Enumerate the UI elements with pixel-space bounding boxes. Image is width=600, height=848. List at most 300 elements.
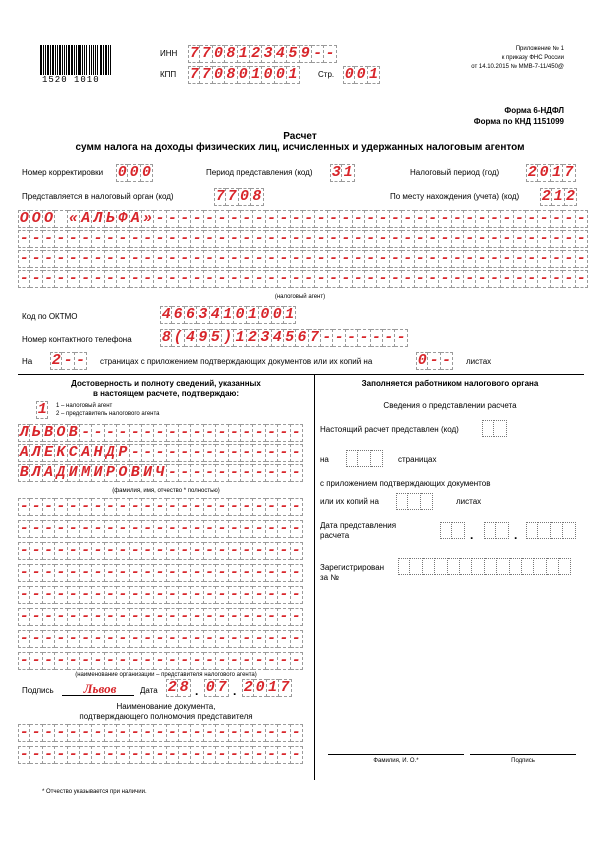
cell[interactable]: - (291, 652, 303, 670)
cell[interactable]: - (68, 724, 80, 742)
cell[interactable]: - (377, 270, 389, 288)
empty-cell[interactable] (497, 558, 509, 575)
cell[interactable]: - (191, 444, 203, 462)
cell[interactable]: - (43, 250, 55, 268)
cell[interactable]: - (439, 250, 451, 268)
cell[interactable]: 4 (210, 306, 222, 324)
empty-cell[interactable] (538, 522, 550, 539)
cell[interactable]: - (167, 210, 179, 228)
submitted-code-cells[interactable] (482, 420, 507, 437)
cell[interactable]: - (167, 542, 179, 560)
cell[interactable]: - (117, 724, 129, 742)
cell[interactable]: - (30, 498, 42, 516)
empty-cell[interactable] (423, 558, 435, 575)
cell[interactable]: - (266, 542, 278, 560)
cell[interactable]: - (30, 270, 42, 288)
cell[interactable]: 1 (368, 66, 380, 84)
org-row-1[interactable] (18, 498, 303, 516)
empty-cell[interactable] (408, 493, 420, 510)
empty-cell[interactable] (534, 558, 546, 575)
cell[interactable]: - (80, 542, 92, 560)
cell[interactable]: - (179, 498, 191, 516)
cell[interactable]: - (476, 230, 488, 248)
cell[interactable]: - (229, 608, 241, 626)
cell[interactable]: - (92, 652, 104, 670)
cell[interactable]: - (353, 230, 365, 248)
org-row-7[interactable] (18, 630, 303, 648)
cell[interactable]: - (266, 230, 278, 248)
cell[interactable]: - (266, 652, 278, 670)
cell[interactable]: - (55, 250, 67, 268)
cell[interactable]: 0 (344, 66, 354, 83)
cell[interactable]: - (19, 564, 29, 581)
cell[interactable]: - (291, 498, 303, 516)
cell[interactable]: И (68, 464, 80, 482)
agent-row-2[interactable] (18, 230, 588, 248)
cell[interactable]: - (439, 270, 451, 288)
cell[interactable]: - (105, 424, 117, 442)
empty-cell[interactable] (559, 558, 571, 575)
cell[interactable]: - (55, 230, 67, 248)
cell[interactable]: - (191, 630, 203, 648)
cell[interactable]: - (80, 270, 92, 288)
cell[interactable]: - (328, 250, 340, 268)
cell[interactable]: - (55, 520, 67, 538)
cell[interactable]: 0 (239, 188, 251, 206)
empty-cell[interactable] (371, 450, 383, 467)
cell[interactable]: - (117, 564, 129, 582)
cell[interactable]: - (278, 250, 290, 268)
empty-cell[interactable] (346, 450, 358, 467)
cell[interactable]: - (191, 230, 203, 248)
cell[interactable]: - (191, 652, 203, 670)
cell[interactable]: - (19, 520, 29, 537)
cell[interactable]: - (395, 329, 407, 347)
cell[interactable]: - (439, 230, 451, 248)
cell[interactable]: 0 (254, 679, 266, 697)
cell[interactable]: О (19, 210, 29, 227)
cell[interactable]: - (340, 210, 352, 228)
cell[interactable]: - (43, 724, 55, 742)
cell[interactable]: - (278, 746, 290, 764)
cell[interactable]: - (501, 250, 513, 268)
cell[interactable]: - (55, 652, 67, 670)
cell[interactable]: - (291, 542, 303, 560)
cell[interactable]: - (167, 464, 179, 482)
cell[interactable]: - (105, 270, 117, 288)
cell[interactable]: - (92, 498, 104, 516)
cell[interactable]: - (253, 586, 265, 604)
cell[interactable]: - (427, 230, 439, 248)
cell[interactable]: - (154, 586, 166, 604)
cell[interactable]: - (179, 652, 191, 670)
cell[interactable]: - (353, 250, 365, 268)
submission-month-cells[interactable] (484, 522, 509, 539)
cell[interactable]: - (315, 250, 327, 268)
cell[interactable]: - (526, 270, 538, 288)
cell[interactable]: - (130, 424, 142, 442)
cell[interactable]: - (291, 270, 303, 288)
cell[interactable]: - (253, 520, 265, 538)
cell[interactable]: - (191, 564, 203, 582)
cell[interactable]: - (358, 329, 370, 347)
cell[interactable]: 0 (262, 66, 274, 84)
cell[interactable]: - (229, 652, 241, 670)
cell[interactable]: - (229, 746, 241, 764)
cell[interactable]: - (130, 230, 142, 248)
cell[interactable]: - (55, 270, 67, 288)
cell[interactable]: - (266, 586, 278, 604)
cell[interactable]: - (365, 250, 377, 268)
cell[interactable]: - (216, 564, 228, 582)
cell[interactable]: - (80, 652, 92, 670)
cell[interactable]: - (179, 724, 191, 742)
cell[interactable]: 1 (342, 164, 354, 182)
cell[interactable]: - (253, 424, 265, 442)
cell[interactable]: - (501, 230, 513, 248)
cell[interactable]: 1 (552, 188, 564, 206)
cell[interactable]: - (92, 608, 104, 626)
cell[interactable]: - (154, 270, 166, 288)
cell[interactable]: - (117, 652, 129, 670)
cell[interactable]: - (167, 230, 179, 248)
org-row-6[interactable] (18, 608, 303, 626)
cell[interactable]: - (266, 724, 278, 742)
cell[interactable]: - (324, 45, 336, 63)
cell[interactable]: - (303, 270, 315, 288)
cell[interactable]: - (278, 564, 290, 582)
empty-cell[interactable] (435, 558, 447, 575)
cell[interactable]: - (167, 724, 179, 742)
cell[interactable]: - (142, 520, 154, 538)
cell[interactable]: Л (30, 444, 42, 462)
cell[interactable]: - (30, 250, 42, 268)
period-cells[interactable] (330, 164, 355, 182)
cell[interactable]: - (229, 520, 241, 538)
cell[interactable]: - (154, 444, 166, 462)
cell[interactable]: - (19, 724, 29, 741)
cell[interactable]: А (80, 444, 92, 462)
cell[interactable]: 8 (225, 45, 237, 63)
cell[interactable]: - (191, 520, 203, 538)
cell[interactable]: - (179, 230, 191, 248)
cell[interactable]: 0 (128, 164, 140, 182)
cell[interactable]: - (92, 586, 104, 604)
cell[interactable]: - (576, 270, 588, 288)
cell[interactable]: - (229, 424, 241, 442)
cell[interactable]: - (105, 542, 117, 560)
cell[interactable]: - (154, 250, 166, 268)
cell[interactable]: - (229, 250, 241, 268)
cell[interactable]: - (253, 498, 265, 516)
cell[interactable]: - (19, 746, 29, 763)
cell[interactable]: - (167, 586, 179, 604)
cell[interactable]: - (216, 586, 228, 604)
cell[interactable]: - (154, 608, 166, 626)
cell[interactable]: - (278, 630, 290, 648)
cell[interactable]: - (130, 586, 142, 604)
cell[interactable]: - (266, 608, 278, 626)
cell[interactable]: 2 (247, 329, 259, 347)
cell[interactable]: - (191, 746, 203, 764)
cell[interactable]: - (266, 250, 278, 268)
cell[interactable]: 1 (551, 164, 563, 182)
cell[interactable]: - (43, 230, 55, 248)
cell[interactable]: - (489, 250, 501, 268)
cell[interactable]: - (30, 630, 42, 648)
cell[interactable]: - (402, 250, 414, 268)
cell[interactable]: - (253, 444, 265, 462)
cell[interactable]: - (167, 608, 179, 626)
cell[interactable]: 5 (287, 45, 299, 63)
cell[interactable]: Ь (105, 210, 117, 228)
cell[interactable]: - (563, 250, 575, 268)
cell[interactable]: В (68, 424, 80, 442)
cell[interactable]: - (179, 542, 191, 560)
cell[interactable]: 1 (247, 306, 259, 324)
cell[interactable]: - (154, 542, 166, 560)
location-cells[interactable] (540, 188, 577, 206)
cell[interactable]: 0 (205, 679, 215, 696)
cell[interactable]: - (204, 724, 216, 742)
cell[interactable]: - (179, 444, 191, 462)
cell[interactable]: - (43, 652, 55, 670)
cell[interactable]: - (154, 746, 166, 764)
cell[interactable]: - (19, 608, 29, 625)
cell[interactable]: - (80, 498, 92, 516)
cell[interactable]: - (241, 746, 253, 764)
cell[interactable]: - (340, 250, 352, 268)
cell[interactable]: В (43, 424, 55, 442)
cell[interactable]: 7 (309, 329, 321, 347)
cell[interactable]: - (105, 630, 117, 648)
cell[interactable]: - (377, 210, 389, 228)
cell[interactable]: А (19, 444, 29, 461)
cell[interactable]: - (142, 652, 154, 670)
cell[interactable]: - (576, 230, 588, 248)
cell[interactable]: - (253, 270, 265, 288)
cell[interactable]: - (117, 424, 129, 442)
cell[interactable]: - (19, 652, 29, 669)
cell[interactable]: - (241, 542, 253, 560)
cell[interactable]: - (241, 444, 253, 462)
cell[interactable]: - (55, 586, 67, 604)
cell[interactable]: - (328, 210, 340, 228)
cell[interactable]: Ь (30, 424, 42, 442)
cell[interactable]: - (278, 210, 290, 228)
cell[interactable]: 4 (275, 45, 287, 63)
cell[interactable]: - (191, 724, 203, 742)
cell[interactable]: - (415, 250, 427, 268)
cell[interactable]: - (340, 270, 352, 288)
org-row-4[interactable] (18, 564, 303, 582)
cell[interactable]: Н (92, 444, 104, 462)
cell[interactable]: - (19, 498, 29, 515)
cell[interactable]: - (278, 444, 290, 462)
cell[interactable]: - (204, 464, 216, 482)
cell[interactable]: - (229, 586, 241, 604)
cell[interactable]: - (117, 608, 129, 626)
cell[interactable]: - (130, 498, 142, 516)
cell[interactable]: - (266, 464, 278, 482)
page-cells[interactable] (343, 66, 380, 84)
empty-cell[interactable] (452, 522, 464, 539)
cell[interactable]: - (253, 210, 265, 228)
cell[interactable]: - (390, 210, 402, 228)
cell[interactable]: Ч (154, 464, 166, 482)
cell[interactable]: 3 (262, 45, 274, 63)
cell[interactable]: М (80, 464, 92, 482)
cell[interactable]: 2 (167, 679, 177, 696)
cell[interactable]: - (55, 564, 67, 582)
cell[interactable]: - (253, 564, 265, 582)
cell[interactable]: - (415, 270, 427, 288)
cell[interactable]: - (241, 520, 253, 538)
cell[interactable]: - (43, 746, 55, 764)
cell[interactable]: - (291, 630, 303, 648)
oktmo-cells[interactable] (160, 306, 296, 324)
cell[interactable]: - (142, 444, 154, 462)
cell[interactable]: - (80, 608, 92, 626)
cell[interactable]: 7 (279, 679, 291, 697)
cell[interactable]: - (229, 564, 241, 582)
cell[interactable]: 6 (185, 306, 197, 324)
agent-row-4[interactable] (18, 270, 588, 288)
cell[interactable]: - (427, 210, 439, 228)
cell[interactable]: 6 (296, 329, 308, 347)
cell[interactable]: - (204, 424, 216, 442)
cell[interactable]: - (266, 270, 278, 288)
cell[interactable]: - (253, 542, 265, 560)
cell[interactable]: - (241, 270, 253, 288)
cell[interactable]: - (464, 270, 476, 288)
cell[interactable]: - (167, 630, 179, 648)
cell[interactable]: 4 (161, 306, 171, 323)
cell[interactable]: - (291, 724, 303, 742)
empty-cell[interactable] (398, 558, 410, 575)
cell[interactable]: - (441, 352, 453, 370)
cell[interactable]: - (68, 586, 80, 604)
cell[interactable]: - (130, 520, 142, 538)
org-row-8[interactable] (18, 652, 303, 670)
cell[interactable]: - (117, 520, 129, 538)
cell[interactable]: 0 (234, 306, 246, 324)
cell[interactable]: 8 (178, 679, 190, 697)
cell[interactable]: - (105, 564, 117, 582)
cell[interactable]: - (266, 520, 278, 538)
signer-cell[interactable] (36, 401, 48, 419)
cell[interactable]: 2 (527, 164, 537, 181)
cell[interactable]: - (278, 270, 290, 288)
cell[interactable]: - (452, 250, 464, 268)
cell[interactable]: - (402, 270, 414, 288)
cell[interactable]: 1 (267, 679, 279, 697)
cell[interactable]: - (204, 586, 216, 604)
cell[interactable]: - (216, 424, 228, 442)
cell[interactable]: 6 (172, 306, 184, 324)
cell[interactable]: - (353, 270, 365, 288)
empty-cell[interactable] (547, 558, 559, 575)
cell[interactable]: - (278, 520, 290, 538)
cell[interactable]: - (117, 586, 129, 604)
cell[interactable]: - (154, 230, 166, 248)
cell[interactable]: - (291, 608, 303, 626)
cell[interactable]: - (390, 270, 402, 288)
cell[interactable]: - (315, 270, 327, 288)
cell[interactable]: - (191, 542, 203, 560)
cell[interactable]: - (130, 652, 142, 670)
cell[interactable]: - (117, 270, 129, 288)
cell[interactable]: - (105, 520, 117, 538)
empty-cell[interactable] (440, 522, 452, 539)
cell[interactable]: - (43, 630, 55, 648)
cell[interactable]: - (428, 352, 440, 370)
cell[interactable]: - (80, 746, 92, 764)
cell[interactable]: - (105, 652, 117, 670)
cell[interactable]: - (216, 652, 228, 670)
submission-year-cells[interactable] (526, 522, 576, 539)
cell[interactable]: - (551, 210, 563, 228)
cell[interactable]: - (117, 498, 129, 516)
cell[interactable]: - (353, 210, 365, 228)
empty-cell[interactable] (421, 493, 433, 510)
cell[interactable]: - (80, 630, 92, 648)
cell[interactable]: - (154, 630, 166, 648)
cell[interactable]: 5 (210, 329, 222, 347)
cell[interactable]: - (216, 498, 228, 516)
cell[interactable]: - (167, 564, 179, 582)
cell[interactable]: - (526, 230, 538, 248)
cell[interactable]: - (216, 464, 228, 482)
cell[interactable]: - (117, 630, 129, 648)
cell[interactable]: - (253, 250, 265, 268)
cell[interactable]: - (179, 564, 191, 582)
cell[interactable]: 0 (538, 164, 550, 182)
cell[interactable]: - (253, 608, 265, 626)
cell[interactable]: - (179, 746, 191, 764)
cell[interactable]: - (291, 424, 303, 442)
cell[interactable]: 7 (189, 45, 199, 62)
cell[interactable]: - (278, 498, 290, 516)
cell[interactable]: - (43, 586, 55, 604)
cell[interactable]: - (80, 724, 92, 742)
cell[interactable]: - (167, 746, 179, 764)
cell[interactable]: - (291, 746, 303, 764)
empty-cell[interactable] (460, 558, 472, 575)
sheets-cells[interactable] (416, 352, 453, 370)
cell[interactable]: - (68, 230, 80, 248)
cell[interactable]: - (154, 520, 166, 538)
cell[interactable]: 2 (243, 679, 253, 696)
cell[interactable]: - (19, 250, 29, 267)
cell[interactable]: - (154, 564, 166, 582)
cell[interactable]: - (191, 464, 203, 482)
cell[interactable]: - (383, 329, 395, 347)
cell[interactable]: - (241, 498, 253, 516)
cell[interactable]: - (105, 608, 117, 626)
cell[interactable]: - (216, 542, 228, 560)
cell[interactable]: - (216, 230, 228, 248)
cell[interactable]: 7 (215, 188, 225, 205)
cell[interactable]: - (315, 230, 327, 248)
cell[interactable]: ) (222, 329, 234, 347)
cell[interactable]: Д (105, 444, 117, 462)
cell[interactable]: - (229, 270, 241, 288)
cell[interactable]: 9 (197, 329, 209, 347)
cell[interactable]: - (291, 444, 303, 462)
cell[interactable]: 0 (355, 66, 367, 84)
cell[interactable]: 0 (238, 66, 250, 84)
